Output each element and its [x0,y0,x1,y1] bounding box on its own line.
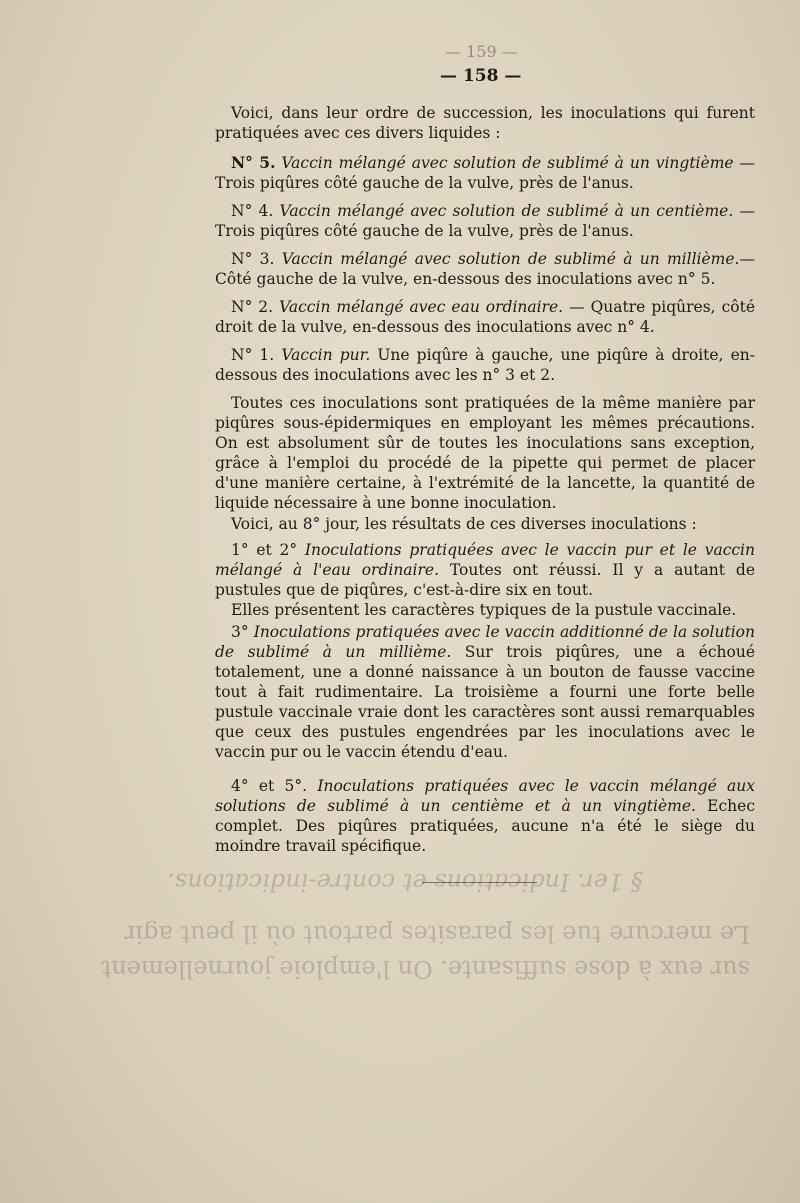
item-text: Sur trois piqûres, une a échoué totalement, une a donné naissance à un bouton de fausse vaccine tout à fait rudimentaire. La troisième a fourni une forte belle pustule vaccinale vraie dont les caractères sont aussi remarquables que ceux des pustules engendrées par les inoculations avec le vaccin pur ou le vaccin étendu d'eau. [215,643,755,761]
item-number: 1° et 2° [231,541,298,559]
item-title: Vaccin mélangé avec solution de sublimé à un millième. [281,250,740,268]
result-item [215,622,755,762]
item-title: Vaccin pur. [281,346,371,364]
body-text [215,393,755,513]
item-title: Inoculations pratiquées avec le vaccin additionné de la solution de sublimé à un millième. [215,623,755,661]
item-title: Vaccin mélangé avec solution de sublimé à un vingtième [281,154,734,172]
item-number: N° 3. [231,250,275,268]
paragraph-intro: Voici, dans leur ordre de succession, les inoculations qui furent pratiquées avec ces divers liquides : [215,104,755,142]
inoculation-item [215,297,755,337]
page-number: — 158 — [440,66,522,86]
body-text [215,103,755,143]
inoculation-item [215,153,755,193]
item-text: Echec complet. Des piqûres pratiquées, aucune n'a été le siège du moindre travail spécifique. [215,797,755,855]
body-text [215,600,755,620]
item-text: — Côté gauche de la vulve, en-dessous des inoculations avec n° 5. [215,250,755,288]
result-item [215,776,755,856]
inoculation-item [215,345,755,385]
inoculation-item [215,201,755,241]
item-number: N° 2. [231,298,274,316]
bleed-through-line: sur eux à dose suffisante. On l'emploie journellement [101,955,750,983]
divider-rule [422,882,537,883]
item-title: Vaccin mélangé avec solution de sublimé à un centième. [279,202,734,220]
page-number-ghost: — 159 — [445,42,518,61]
item-text: Une piqûre à gauche, une piqûre à droite, en-dessous des inoculations avec les n° 3 et 2. [215,346,755,384]
item-text: Toutes ont réussi. Il y a autant de pustules que de piqûres, c'est-à-dire six en tout. [215,561,755,599]
item-number: 3° [231,623,249,641]
body-text [215,514,755,534]
bleed-through-line: Le mercure tue les parasites partout où il peut agir [123,920,750,948]
item-text: — Trois piqûres côté gauche de la vulve, près de l'anus. [215,202,755,240]
item-text: — Trois piqûres côté gauche de la vulve, près de l'anus. [215,154,755,192]
bleed-through-heading: § 1er. Indications et contre-indications. [167,868,643,896]
inoculation-item [215,249,755,289]
item-title: Inoculations pratiquées avec le vaccin pur et le vaccin mélangé à l'eau ordinaire. [215,541,755,579]
item-number: N° 4. [231,202,274,220]
item-title: Vaccin mélangé avec eau ordinaire. [279,298,564,316]
paragraph-pustules: Elles présentent les caractères typiques de la pustule vaccinale. [231,601,737,619]
paragraph-method: Toutes ces inoculations sont pratiquées de la même manière par piqûres sous-épidermiques en employant les mêmes précautions. On est absolument sûr de toutes les inoculations sans exception, grâce à l'emploi du procédé de la pipette qui permet de placer d'une manière certaine, à l'extrémité de la lancette, la quantité de liquide nécessaire à une bonne inoculation. [215,394,755,512]
paragraph-results-intro: Voici, au 8° jour, les résultats de ces diverses inoculations : [231,515,697,533]
item-number: N° 1. [231,346,275,364]
result-item [215,540,755,600]
item-text: — Quatre piqûres, côté droit de la vulve, en-dessous des inoculations avec n° 4. [215,298,755,336]
item-number: N° 5. [231,153,276,172]
item-title: Inoculations pratiquées avec le vaccin mélangé aux solutions de sublimé à un centième et à un vingtième. [215,777,756,815]
item-number: 4° et 5°. [231,777,308,795]
